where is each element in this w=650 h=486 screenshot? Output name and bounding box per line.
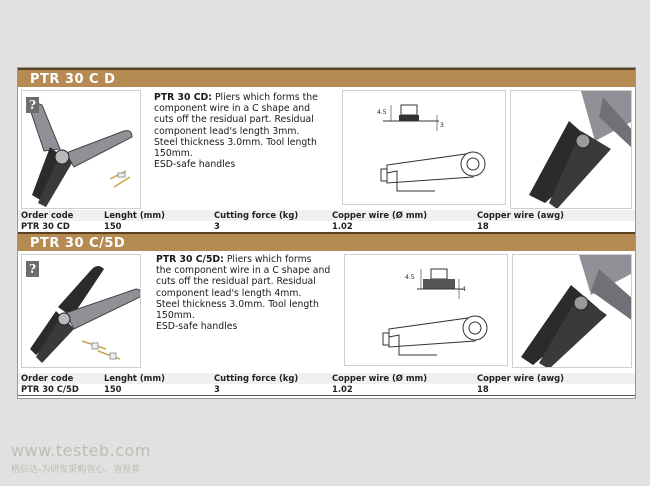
table-header-cell: Copper wire (Ø mm) (332, 210, 428, 220)
product-photo (21, 90, 141, 209)
pliers-closeup-illustration (511, 91, 632, 209)
description-heading: PTR 30 C/5D: (156, 254, 224, 265)
brand-logo-icon: ? (26, 97, 39, 113)
description-line: ESD-safe handles (154, 159, 236, 171)
description-line: 150mm. (156, 310, 195, 322)
description-line: the component wire in a C shape and (156, 265, 331, 277)
description-line: Steel thickness 3.0mm. Tool length (154, 136, 317, 148)
dimension-label: 4 (462, 286, 466, 293)
product-title: PTR 30 C D (18, 68, 635, 87)
table-cell: 3 (214, 384, 220, 394)
pliers-closeup-illustration (513, 255, 632, 368)
description-heading: PTR 30 CD: (154, 92, 212, 103)
table-cell: 150 (104, 384, 122, 394)
table-row (18, 384, 635, 396)
product-section-ptr30c5d (18, 232, 635, 395)
table-header-cell: Copper wire (awg) (477, 373, 564, 383)
product-description (156, 254, 346, 332)
table-header-cell: Order code (21, 373, 74, 383)
description-line: Pliers which forms the (211, 92, 318, 103)
table-cell: PTR 30 C/5D (21, 384, 79, 394)
table-header-cell: Order code (21, 210, 74, 220)
watermark-subtitle: 格信达-为研发采购省心、省预算 (11, 465, 141, 475)
description-line: Steel thickness 3.0mm. Tool length (156, 298, 319, 310)
description-line: component wire in a C shape and (154, 103, 311, 115)
product-closeup-photo (512, 254, 632, 368)
product-closeup-photo (510, 90, 632, 209)
dimension-label: 3 (440, 122, 444, 129)
dimension-label: 4.5 (405, 274, 415, 281)
technical-diagram (344, 254, 508, 366)
description-line: component lead's length 3mm. (154, 125, 300, 137)
table-cell: 1.02 (332, 384, 353, 394)
table-header-row (18, 210, 635, 221)
table-cell: 1.02 (332, 221, 353, 231)
product-title: PTR 30 C/5D (18, 232, 635, 251)
description-line: Pliers which forms (223, 254, 312, 265)
description-line: component lead's length 4mm. (156, 287, 302, 299)
description-line: 150mm. (154, 148, 193, 160)
description-line: ESD-safe handles (156, 321, 238, 333)
description-line: cuts off the residual part. Residual (154, 114, 314, 126)
table-cell: 3 (214, 221, 220, 231)
table-header-cell: Lenght (mm) (104, 373, 165, 383)
catalog-page (17, 67, 636, 399)
dimension-label: 4.5 (377, 109, 387, 116)
pliers-illustration (22, 91, 141, 209)
pliers-illustration (22, 255, 141, 368)
table-cell: 150 (104, 221, 122, 231)
watermark-url: www.testeb.com (11, 441, 151, 460)
table-header-cell: Cutting force (kg) (214, 373, 299, 383)
brand-logo-icon: ? (26, 261, 39, 277)
technical-diagram (342, 90, 506, 205)
table-cell: 18 (477, 384, 489, 394)
table-header-cell: Lenght (mm) (104, 210, 165, 220)
product-description (154, 92, 344, 170)
table-header-cell: Copper wire (Ø mm) (332, 373, 428, 383)
table-cell: 18 (477, 221, 489, 231)
table-header-row (18, 373, 635, 384)
product-photo (21, 254, 141, 368)
product-section-ptr30cd (18, 68, 635, 231)
table-header-cell: Copper wire (awg) (477, 210, 564, 220)
description-line: cuts off the residual part. Residual (156, 276, 316, 288)
table-header-cell: Cutting force (kg) (214, 210, 299, 220)
table-cell: PTR 30 CD (21, 221, 70, 231)
